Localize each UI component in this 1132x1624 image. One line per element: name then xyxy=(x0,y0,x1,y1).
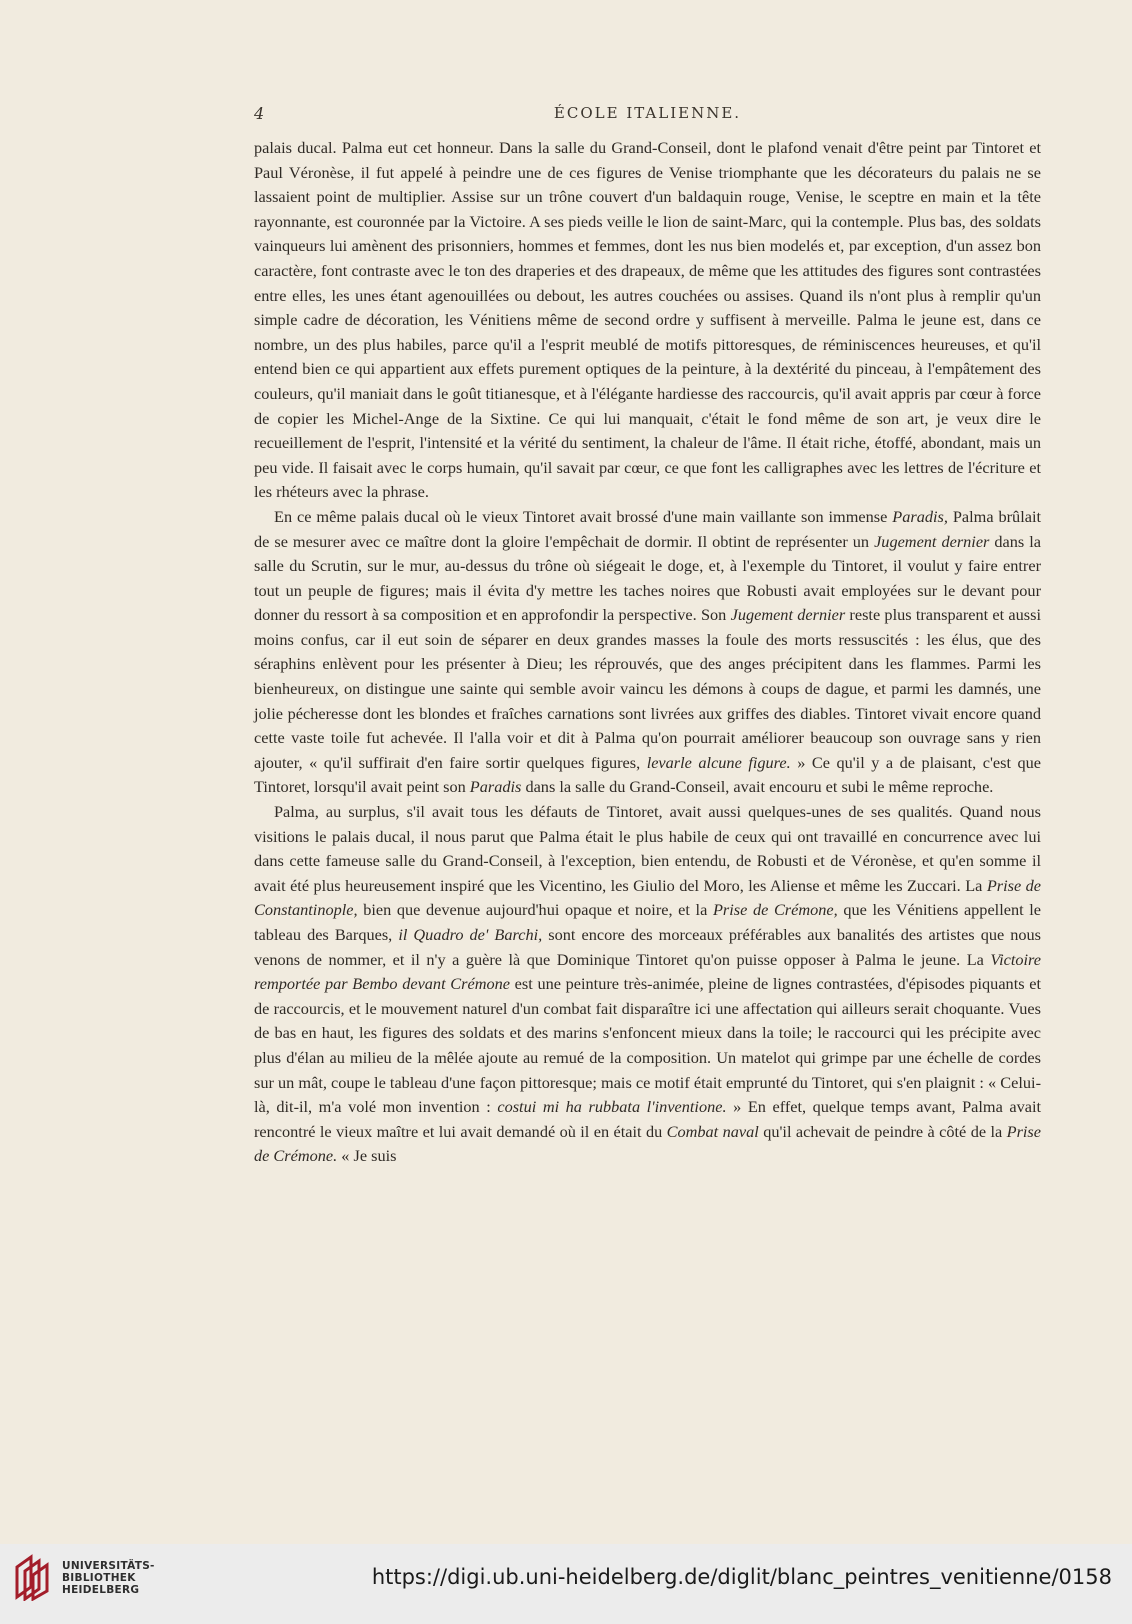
italic-title: Combat naval xyxy=(666,1121,759,1141)
page-header xyxy=(254,104,1041,128)
italic-title: Jugement dernier xyxy=(874,531,990,551)
italic-title: Prise de Crémone, xyxy=(712,900,838,920)
page-number: 4 xyxy=(254,104,265,123)
italic-title: Paradis xyxy=(469,777,522,797)
running-head: ÉCOLE ITALIENNE. xyxy=(553,104,742,122)
italic-title: Victoire remportée par Bembo devant Crémone xyxy=(254,949,1041,994)
university-library-logo-icon xyxy=(13,1553,55,1601)
italic-title: Paradis, xyxy=(892,506,948,526)
italic-title: Jugement dernier xyxy=(730,605,846,625)
paragraph-3: Palma, au surplus, s'il avait tous les défauts de Tintoret, avait aussi quelques-unes de ses qualités. Quand nous visitions le palais ducal, il nous parut que Palma était le plus habile de ceux qui ont travaillé en concurrence avec lui dans cette fameuse salle du Grand-Conseil, à l'exception, bien entendu, de Robusti et de Véronèse, et qu'en somme il avait été plus heureusement inspiré que les Vicentino, les Giulio del Moro, les Aliense et même les Zuccari. La Prise de Constantinople, bien que devenue aujourd'hui opaque et noire, et la Prise de Crémone, que les Vénitiens appellent le tableau des Barques, il Quadro de' Barchi, sont encore des morceaux préférables aux banalités des artistes que nous venons de nommer, et il n'y a guère là que Dominique Tintoret qu'on puisse opposer à Palma le jeune. La Victoire remportée par Bembo devant Crémone est une peinture très-animée, pleine de lignes contrastées, d'épisodes piquants et de raccourcis, et le mouvement naturel d'un combat fait disparaître ici une affectation qui ailleurs serait choquante. Vues de bas en haut, les figures des soldats et des marins s'enfoncent mieux dans la toile; le raccourci qui les précipite avec plus d'élan au milieu de la mêlée ajoute au remué de la composition. Un matelot qui grimpe par une échelle de cordes sur un mât, coupe le tableau d'une façon pittoresque; mais ce motif était emprunté du Tintoret, qui s'en plaignit : « Celui-là, dit-il, m'a volé mon invention : costui mi ha rubbata l'inventione. » En effet, quelque temps avant, Palma avait rencontré le vieux maître et lui avait demandé où il en était du Combat naval qu'il achevait de peindre à côté de la Prise de Crémone. « Je suis xyxy=(254,802,1042,1166)
italic-title: il Quadro de' Barchi, xyxy=(398,925,543,944)
italic-title: Prise de Constantinople, xyxy=(254,875,1041,920)
paragraph-2: En ce même palais ducal où le vieux Tintoret avait brossé d'une main vaillante son immense Paradis, Palma brûlait de se mesurer avec ce maître dont la gloire l'empêchait de dormir. Il obtint de représenter un Jugement dernier dans la salle du Scrutin, sur le mur, au-dessus du trône où siégeait le doge, et, à l'exemple du Tintoret, il voulut y faire entrer tout un peuple de figures; mais il évita d'y mettre les taches noires que Robusti avait employées sur le devant pour donner du ressort à sa composition et en approfondir la perspective. Son Jugement dernier reste plus transparent et aussi moins confus, car il eut soin de séparer en deux grandes masses la foule des morts ressuscités : les élus, que des séraphins enlèvent pour les présenter à Dieu; les réprouvés, que des anges précipitent dans les flammes. Parmi les bienheureux, on distingue une sainte qui semble avoir vaincu les démons à coups de dague, et parmi les damnés, une jolie pécheresse dont les blondes et fraîches carnations sont livrées aux griffes des diables. Tintoret vivait encore quand cette vaste toile fut achevée. Il l'alla voir et dit à Palma qu'on pourrait améliorer beaucoup son ouvrage sans y rien ajouter, « qu'il suffirait d'en faire sortir quelques figures, levarle alcune figure. » Ce qu'il y a de plaisant, c'est que Tintoret, lorsqu'il avait peint son Paradis dans la salle du Grand-Conseil, avait encouru et subi le même reproche. xyxy=(254,506,1042,797)
italic-quote: costui mi ha rubbata l'inventione. xyxy=(497,1097,727,1117)
body-text xyxy=(254,136,1041,1169)
library-name: UNIVERSITÄTS- BIBLIOTHEK HEIDELBERG xyxy=(62,1560,155,1596)
paragraph-1: palais ducal. Palma eut cet honneur. Dans la salle du Grand-Conseil, dont le plafond venait d'être peint par Tintoret et Paul Véronèse, il fut appelé à peindre une de ces figures de Venise triomphante que les décorateurs du palais ne se lassaient point de multiplier. Assise sur un trône couvert d'un baldaquin rouge, Venise, le sceptre en main et la tête rayonnante, est couronnée par la Victoire. A ses pieds veille le lion de saint-Marc, qui la contemple. Plus bas, des soldats vainqueurs lui amènent des prisonniers, hommes et femmes, dont les nus bien modelés et, par exception, d'un assez bon caractère, font contraste avec le ton des draperies et des drapeaux, de même que les attitudes des figures sont contrastées entre elles, les unes étant agenouillées ou debout, les autres couchées ou assises. Quand ils n'ont plus à remplir qu'un simple cadre de décoration, les Vénitiens même de second ordre y suffisent à merveille. Palma le jeune est, dans ce nombre, un des plus habiles, parce qu'il a l'esprit meublé de motifs pittoresques, de réminiscences heureuses, et qu'il entend bien ce qui appartient aux effets purement optiques de la peinture, à la dextérité du pinceau, à l'empâtement des couleurs, qu'il maniait dans le goût titianesque, et à l'élégante hardiesse des raccourcis, qu'il avait appris par cœur à force de copier les Michel-Ange de la Sixtine. Ce qui lui manquait, c'était le fond même de son art, je veux dire le recueillement de l'esprit, l'intensité et la vérité du sentiment, la chaleur de l'âme. Il était riche, étoffé, abondant, mais un peu vide. Il faisait avec le corps humain, qu'il savait par cœur, ce que font les calligraphes avec les lettres de l'écriture et les rhéteurs avec la phrase. xyxy=(254,138,1041,502)
italic-quote: levarle alcune figure. xyxy=(646,752,791,772)
permalink-url[interactable]: https://digi.ub.uni-heidelberg.de/diglit/blanc_peintres_venitienne/0158 xyxy=(371,1565,1112,1589)
italic-title: Prise de Crémone. xyxy=(254,1121,1041,1166)
